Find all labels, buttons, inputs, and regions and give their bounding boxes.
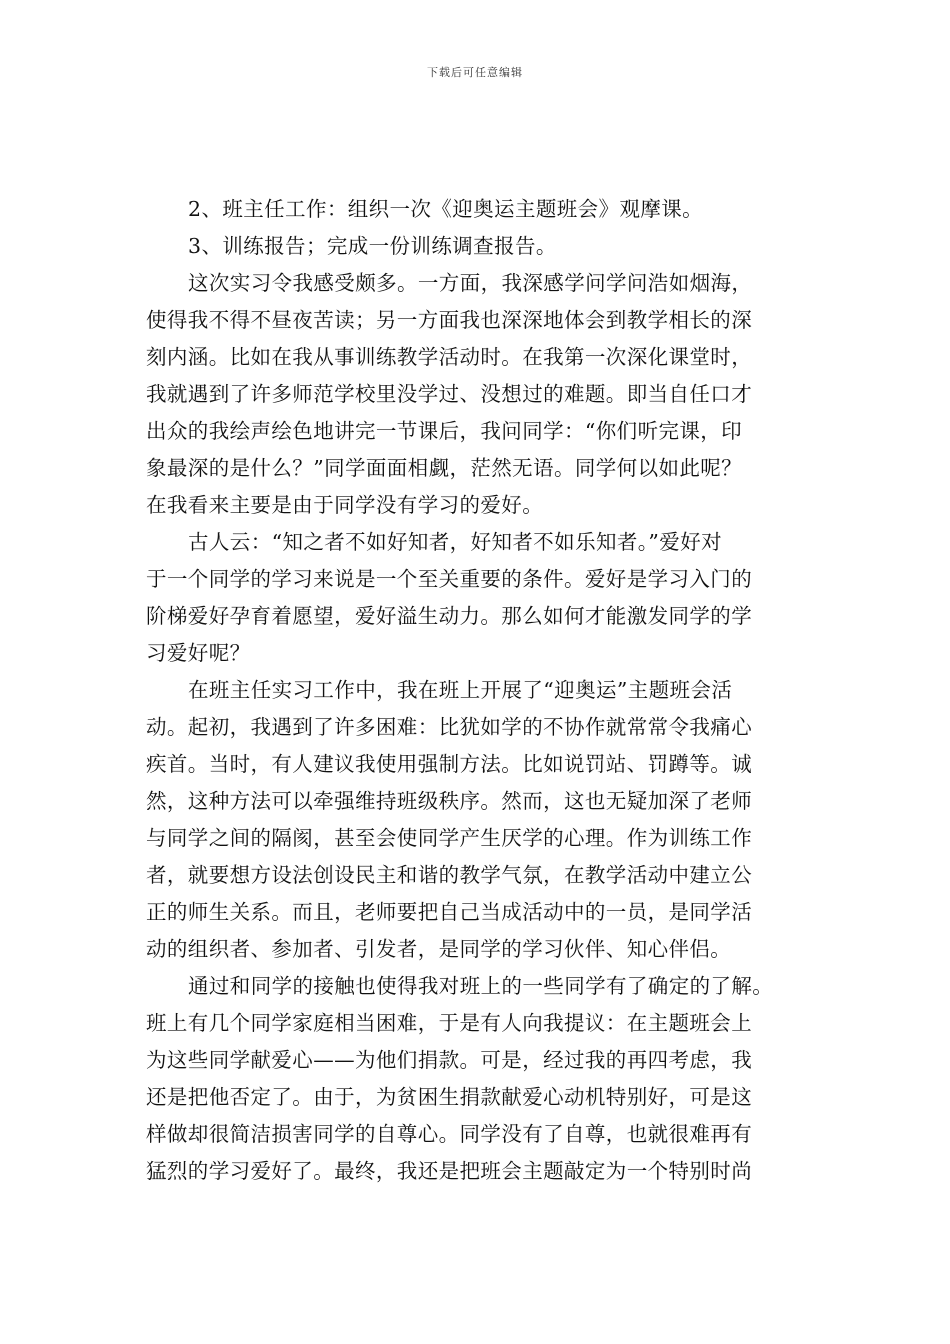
text-line: 这次实习令我感受颇多。一方面，我深感学问学问浩如烟海， xyxy=(188,271,753,295)
text-line: 习爱好呢？ xyxy=(146,641,251,665)
text-line: 我就遇到了许多师范学校里没学过、没想过的难题。即当自任口才 xyxy=(146,382,753,406)
text-line: 疾首。当时，有人建议我使用强制方法。比如说罚站、罚蹲等。诚 xyxy=(146,752,753,776)
text-line: 动的组织者、参加者、引发者，是同学的学习伙伴、知心伴侣。 xyxy=(146,937,732,961)
text-line: 阶梯爱好孕育着愿望，爱好溢生动力。那么如何才能激发同学的学 xyxy=(146,604,753,628)
text-line: 动。起初，我遇到了许多困难：比犹如学的不协作就常常令我痛心 xyxy=(146,715,753,739)
text-line: 者，就要想方设法创设民主和谐的教学气氛，在教学活动中建立公 xyxy=(146,863,753,887)
text-line: 在班主任实习工作中，我在班上开展了“迎奥运”主题班会活 xyxy=(188,678,733,702)
text-line: 出众的我绘声绘色地讲完一节课后，我问同学：“你们听完课，印 xyxy=(146,419,743,443)
text-line: 班上有几个同学家庭相当困难，于是有人向我提议：在主题班会上 xyxy=(146,1011,753,1035)
text-line: 3、训练报告；完成一份训练调查报告。 xyxy=(188,234,557,258)
text-line: 为这些同学献爱心——为他们捐款。可是，经过我的再四考虑，我 xyxy=(146,1048,753,1072)
text-line: 与同学之间的隔阂，甚至会使同学产生厌学的心理。作为训练工作 xyxy=(146,826,753,850)
text-line: 样做却很简洁损害同学的自尊心。同学没有了自尊，也就很难再有 xyxy=(146,1122,753,1146)
text-line: 猛烈的学习爱好了。最终，我还是把班会主题敲定为一个特别时尚 xyxy=(146,1159,753,1183)
text-line: 2、班主任工作：组织一次《迎奥运主题班会》观摩课。 xyxy=(188,197,704,221)
text-line: 然，这种方法可以牵强维持班级秩序。然而，这也无疑加深了老师 xyxy=(146,789,753,813)
text-line: 通过和同学的接触也使得我对班上的一些同学有了确定的了解。 xyxy=(188,974,774,998)
text-line: 在我看来主要是由于同学没有学习的爱好。 xyxy=(146,493,544,517)
text-line: 还是把他否定了。由于，为贫困生捐款献爱心动机特别好，可是这 xyxy=(146,1085,753,1109)
page-header-note: 下载后可任意编辑 xyxy=(427,66,523,79)
text-line: 刻内涵。比如在我从事训练教学活动时。在我第一次深化课堂时， xyxy=(146,345,753,369)
text-line: 象最深的是什么？”同学面面相觑，茫然无语。同学何以如此呢？ xyxy=(146,456,743,480)
text-line: 正的师生关系。而且，老师要把自己当成活动中的一员，是同学活 xyxy=(146,900,753,924)
text-line: 使得我不得不昼夜苦读；另一方面我也深深地体会到教学相长的深 xyxy=(146,308,753,332)
text-line: 古人云：“知之者不如好知者，好知者不如乐知者。”爱好对 xyxy=(188,530,723,554)
text-line: 于一个同学的学习来说是一个至关重要的条件。爱好是学习入门的 xyxy=(146,567,753,591)
